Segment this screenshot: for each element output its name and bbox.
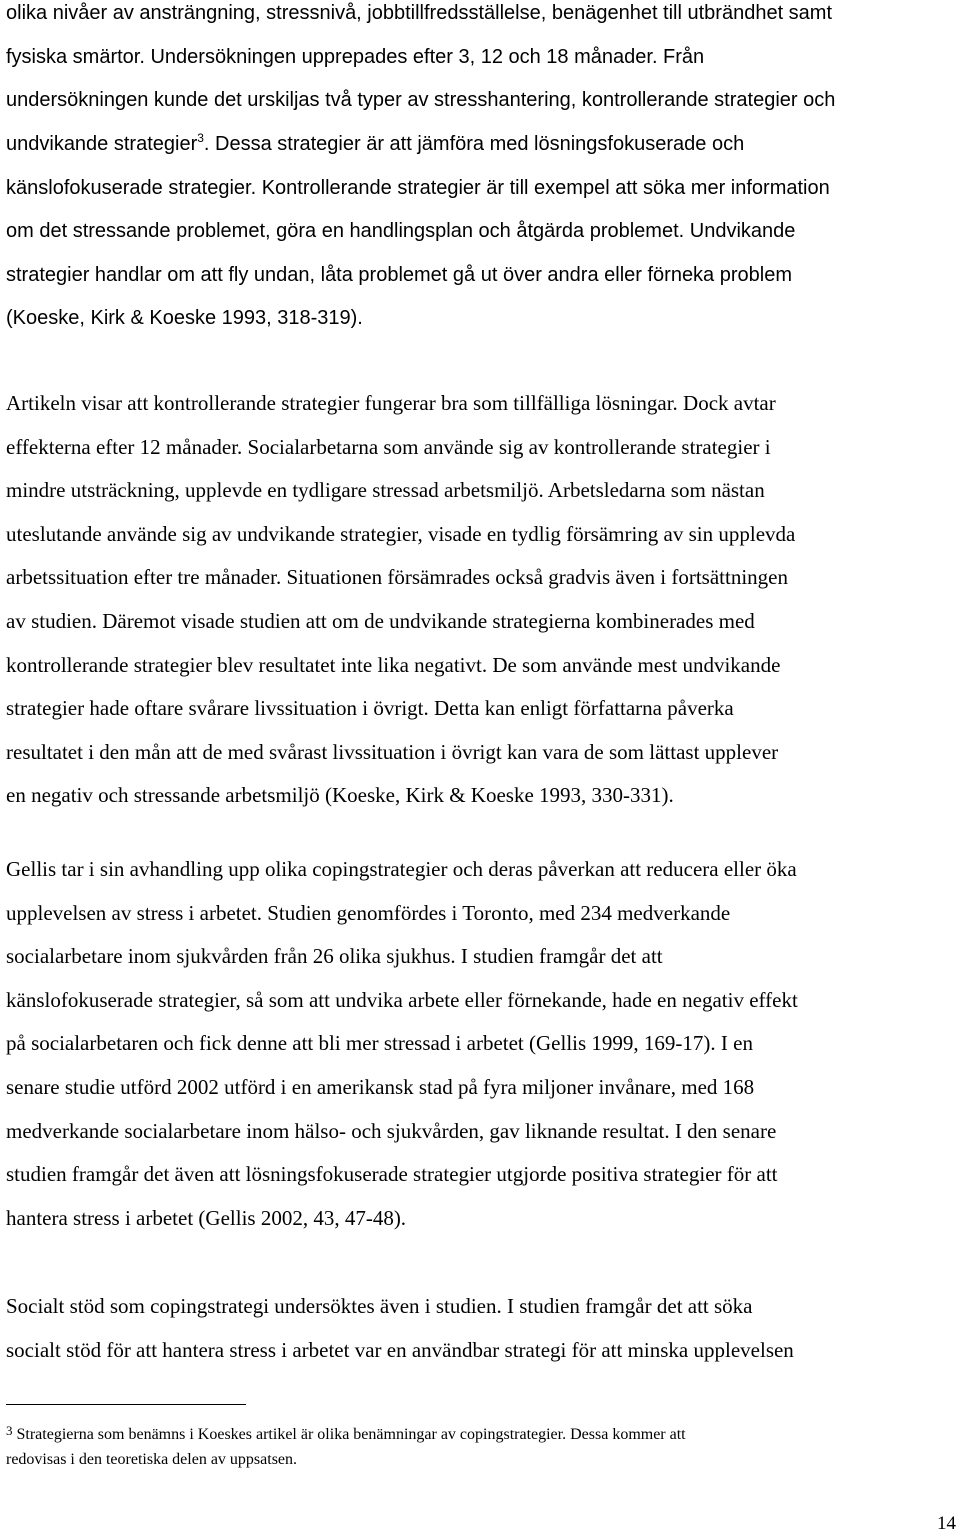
text-line: olika nivåer av ansträngning, stressnivå, jobbtillfredsställelse, benägenhet till utbrändhet samt <box>6 2 833 24</box>
text-line: strategier handlar om att fly undan, låta problemet gå ut över andra eller förneka problem <box>6 263 792 286</box>
text-line: resultatet i den mån att de med svårast livssituation i övrigt kan vara de som lättast upplever <box>6 739 779 764</box>
paragraph-2 <box>6 382 960 818</box>
text-line: fysiska smärtor. Undersökningen upprepades efter 3, 12 och 18 månader. Från <box>6 45 705 68</box>
paragraph-4 <box>6 1285 960 1372</box>
text-line: senare studie utförd 2002 utförd i en amerikansk stad på fyra miljoner invånare, med 168 <box>6 1074 755 1099</box>
paragraph-3 <box>6 848 960 1240</box>
text-line: mindre utsträckning, upplevde en tydligare stressad arbetsmiljö. Arbetsledarna som nästan <box>6 478 765 503</box>
text-line: medverkande socialarbetare inom hälso- och sjukvården, gav liknande resultat. I den senare <box>6 1118 777 1143</box>
footnote-reference: 3 <box>197 130 204 145</box>
text-line <box>6 166 960 210</box>
text-line: uteslutande använde sig av undvikande strategier, visade en tydlig försämring av sin upplevda <box>6 521 796 546</box>
text-line: känslofokuserade strategier, så som att undvika arbete eller förnekande, hade en negativ effekt <box>6 987 798 1012</box>
text-line: på socialarbetaren och fick denne att bli mer stressad i arbetet (Gellis 1999, 169-17). I en <box>6 1031 753 1056</box>
text-line: socialt stöd för att hantera stress i arbetet var en användbar strategi för att minska upplevelsen <box>6 1337 794 1362</box>
text-line: hantera stress i arbetet (Gellis 2002, 43, 47-48). <box>6 1205 407 1230</box>
text-line: undersökningen kunde det urskiljas två typer av stresshantering, kontrollerande strategier och <box>6 89 836 112</box>
text-segment: känslofokuserade strategier. <box>6 177 262 200</box>
text-line: effekterna efter 12 månader. Socialarbetarna som använde sig av kontrollerande strategier i <box>6 434 771 459</box>
text-line: kontrollerande strategier blev resultatet inte lika negativt. De som använde mest undvikande <box>6 652 781 677</box>
footnote-line <box>6 1422 946 1447</box>
text-segment: om det stressande problemet, göra en handlingsplan och åtgärda problemet. <box>6 219 685 242</box>
text-line: studien framgår det även att lösningsfokuserade strategier utgjorde positiva strategier för att <box>6 1162 778 1187</box>
text-line: socialarbetare inom sjukvården från 26 olika sjukhus. I studien framgår det att <box>6 944 663 969</box>
text-line: en negativ och stressande arbetsmiljö (Koeske, Kirk & Koeske 1993, 330-331). <box>6 783 674 808</box>
text-line: Gellis tar i sin avhandling upp olika copingstrategier och deras påverkan att reducera eller öka <box>6 857 797 881</box>
text-line: upplevelsen av stress i arbetet. Studien genomfördes i Toronto, med 234 medverkande <box>6 900 731 925</box>
text-line <box>6 210 960 254</box>
text-line: Artikeln visar att kontrollerande strategier fungerar bra som tillfälliga lösningar. Dock avtar <box>6 391 776 415</box>
footnote-line: redovisas i den teoretiska delen av uppsatsen. <box>6 1451 298 1468</box>
paragraph-1 <box>6 0 960 341</box>
text-line: arbetssituation efter tre månader. Situationen försämrades också gradvis även i fortsättningen <box>6 565 788 590</box>
footnote <box>6 1422 946 1472</box>
text-line <box>6 123 960 167</box>
text-line: (Koeske, Kirk & Koeske 1993, 318-319). <box>6 307 363 330</box>
text-segment: undvikande strategier <box>6 132 198 155</box>
text-segment: Undvikande <box>684 219 796 242</box>
text-line: Socialt stöd som copingstrategi undersöktes även i studien. I studien framgår det att söka <box>6 1294 753 1318</box>
text-line: av studien. Däremot visade studien att om de undvikande strategierna kombinerades med <box>6 608 755 633</box>
text-line: strategier hade oftare svårare livssituation i övrigt. Detta kan enligt författarna påverka <box>6 696 734 721</box>
footnote-text: Strategierna som benämns i Koeskes artikel är olika benämningar av copingstrategier. Dessa kommer att <box>16 1426 686 1443</box>
footnote-separator <box>6 1404 246 1405</box>
page-number: 14 <box>937 1513 956 1534</box>
text-segment: . Dessa strategier är att jämföra med lösningsfokuserade och <box>203 132 745 155</box>
footnote-number: 3 <box>6 1423 13 1438</box>
text-segment: Kontrollerande strategier är till exempel att söka mer information <box>261 177 830 200</box>
